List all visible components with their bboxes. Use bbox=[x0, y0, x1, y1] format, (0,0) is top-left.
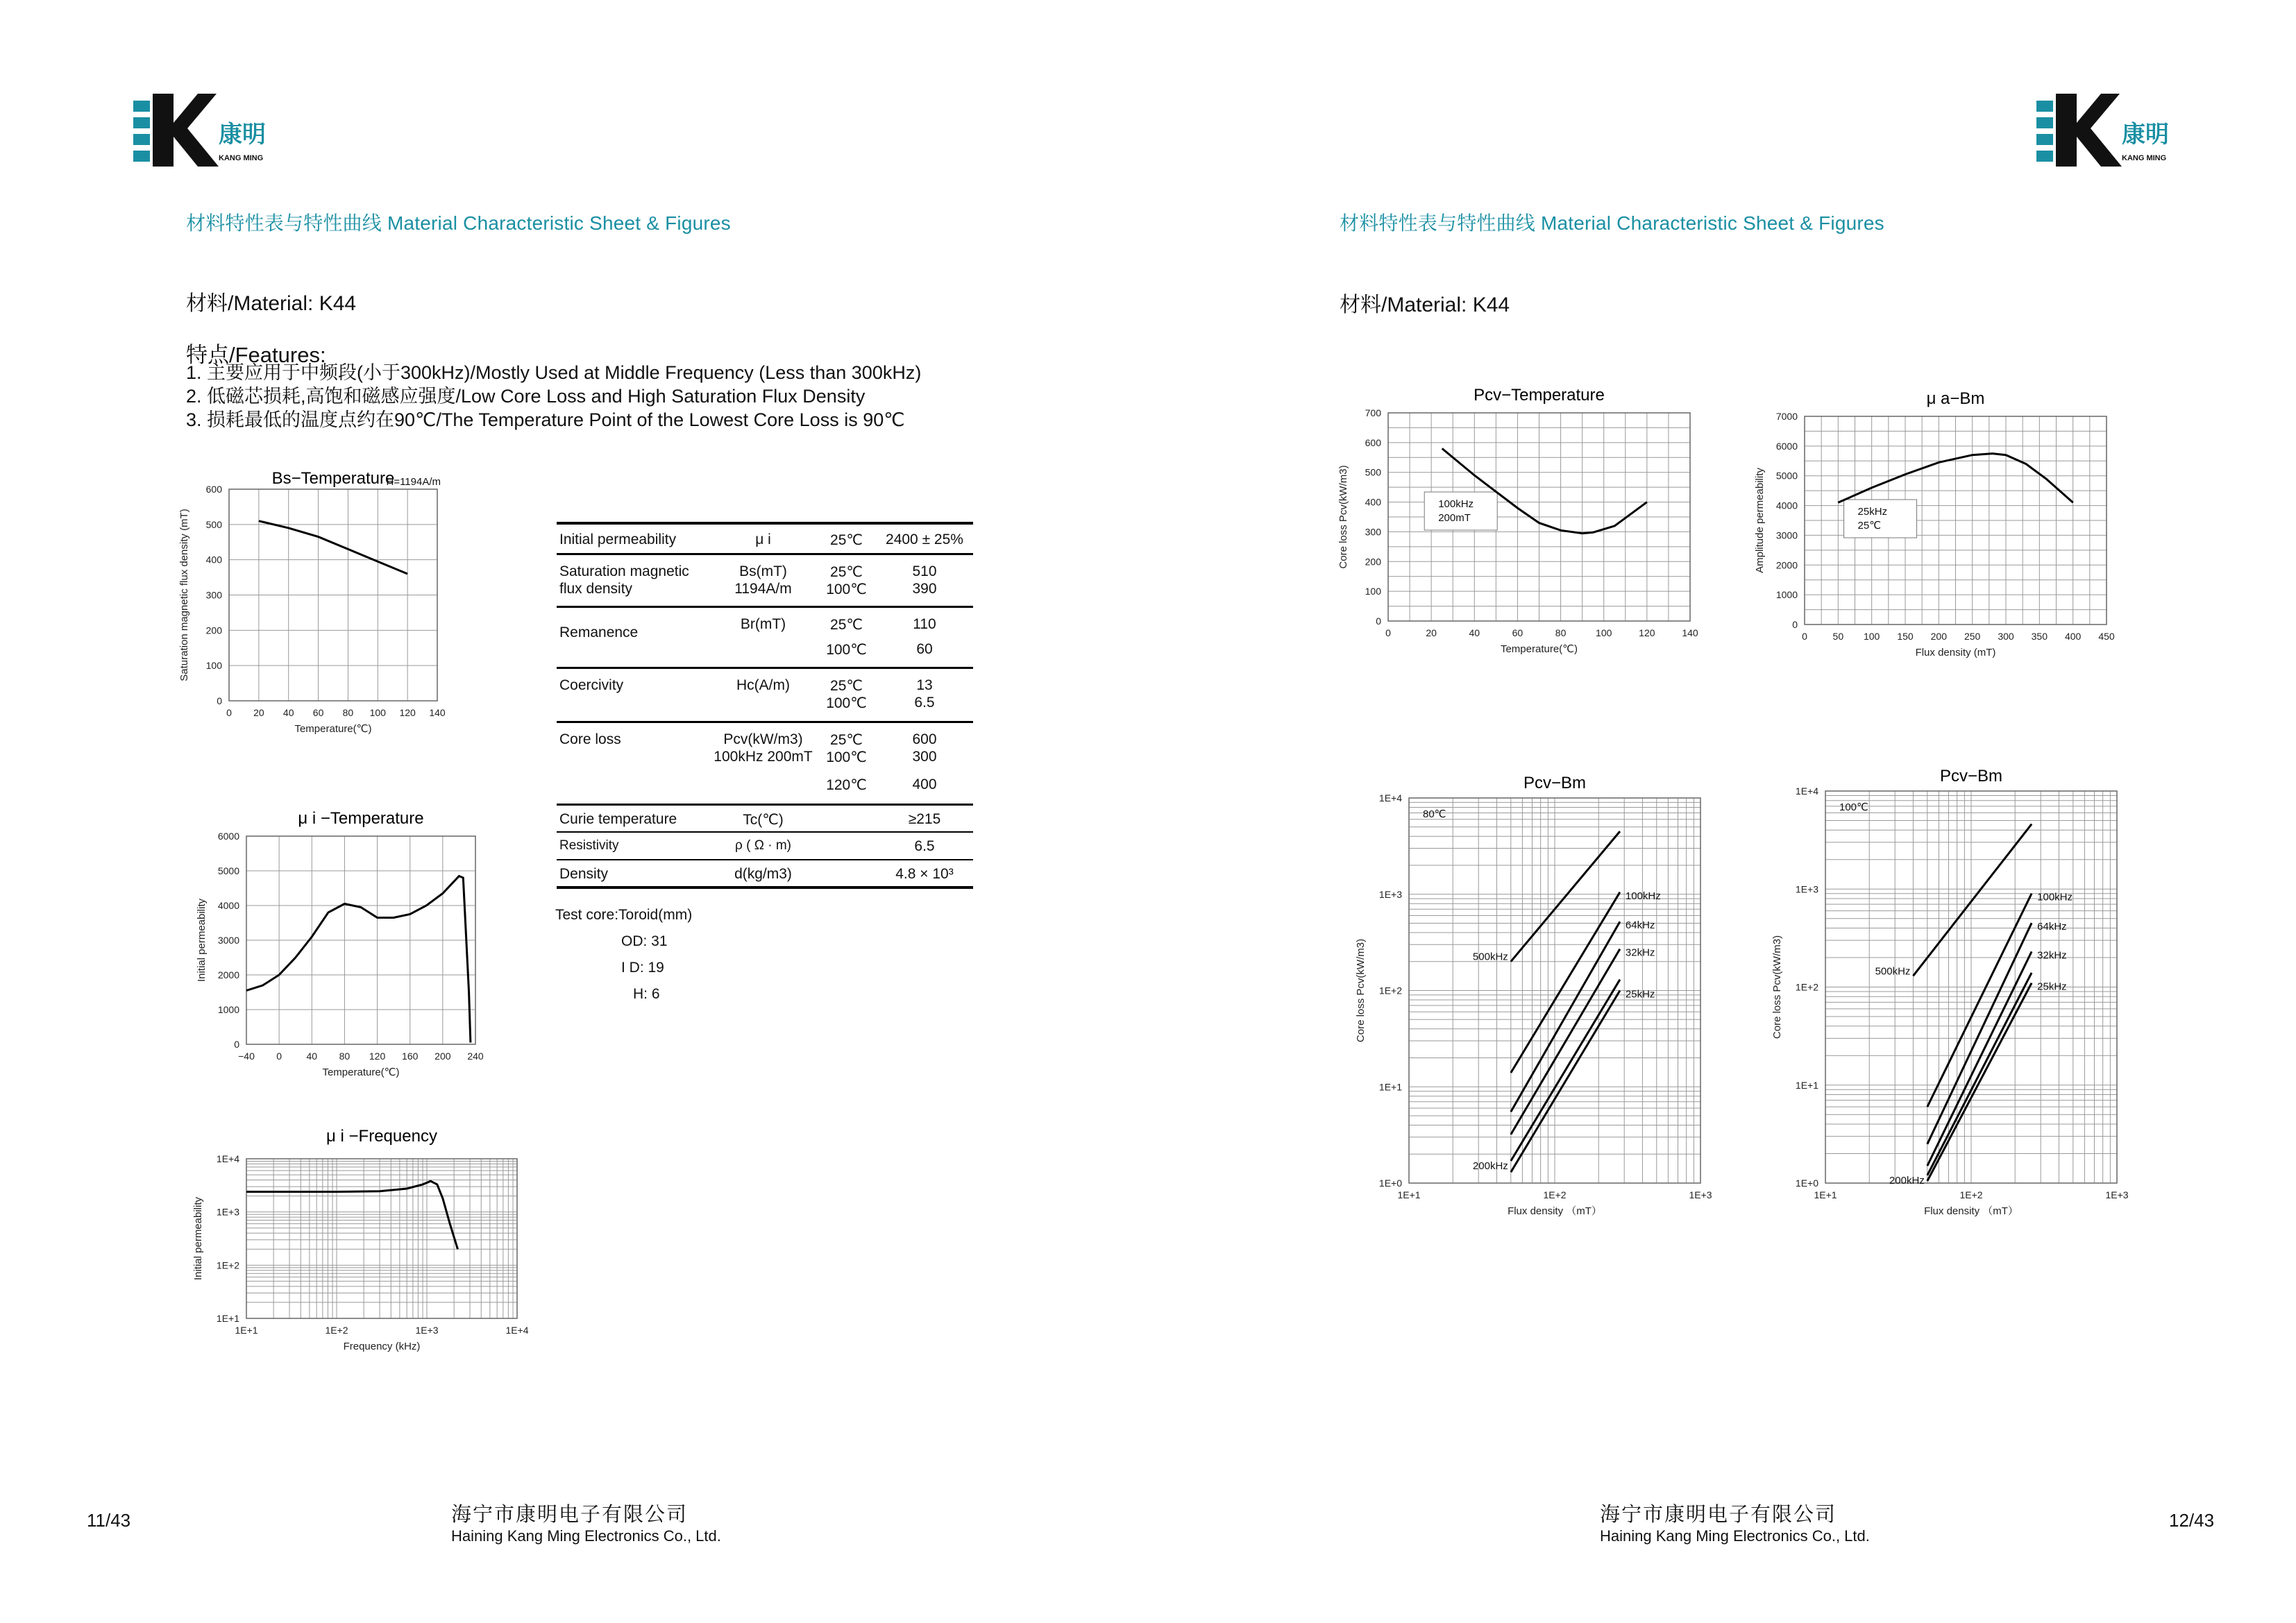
test-core-id: I D: 19 bbox=[621, 960, 664, 976]
x-tick-label: 120 bbox=[1639, 627, 1655, 638]
cell-value: 600 bbox=[912, 731, 937, 747]
series-line bbox=[246, 876, 471, 1043]
y-tick-label: 300 bbox=[205, 589, 222, 601]
y-tick-label: 1E+1 bbox=[1795, 1079, 1818, 1091]
cell-condition: 100℃ bbox=[826, 581, 867, 597]
cell-label: Initial permeability bbox=[559, 532, 677, 547]
y-tick-label: 400 bbox=[205, 554, 222, 566]
series-label: 100kHz bbox=[2037, 891, 2073, 903]
cell-value: 300 bbox=[912, 749, 937, 765]
x-tick-label: 140 bbox=[429, 707, 446, 718]
cell-value: 6.5 bbox=[914, 694, 935, 711]
cell-condition: 100℃ bbox=[826, 749, 867, 765]
chart-title: Bs−Temperature bbox=[271, 469, 395, 488]
x-axis-label: Flux density （mT） bbox=[1924, 1205, 2018, 1217]
test-core-h: H: 6 bbox=[633, 986, 660, 1002]
cell-symbol: Hc(A/m) bbox=[736, 677, 790, 693]
y-tick-label: 3000 bbox=[217, 935, 239, 946]
series-line bbox=[1511, 892, 1620, 1073]
x-tick-label: 1E+3 bbox=[415, 1325, 439, 1336]
page-number-right: 12/43 bbox=[2169, 1510, 2215, 1531]
series-line bbox=[1511, 980, 1620, 1161]
section-title-right: 材料特性表与特性曲线 Material Characteristic Sheet & Figures bbox=[1340, 212, 1884, 234]
x-tick-label: −40 bbox=[238, 1051, 255, 1062]
cell-value: 390 bbox=[912, 580, 937, 597]
x-tick-label: 450 bbox=[2098, 631, 2115, 642]
x-tick-label: 80 bbox=[342, 707, 354, 718]
x-tick-label: 100 bbox=[1863, 631, 1880, 642]
y-tick-label: 5000 bbox=[217, 865, 239, 876]
y-tick-label: 1E+4 bbox=[1795, 785, 1818, 797]
x-tick-label: 140 bbox=[1682, 627, 1698, 638]
series-label: 500kHz bbox=[1472, 951, 1508, 963]
cell-symbol: 100kHz 200mT bbox=[714, 749, 813, 765]
company-name-cn: 海宁市康明电子有限公司 bbox=[451, 1504, 689, 1526]
y-tick-label: 4000 bbox=[217, 900, 239, 911]
x-tick-label: 1E+1 bbox=[235, 1325, 258, 1336]
x-tick-label: 0 bbox=[1385, 627, 1391, 638]
cell-label: Curie temperature bbox=[559, 810, 677, 827]
cell-symbol: Br(mT) bbox=[740, 616, 786, 632]
logo-cn-text-right: 康明 bbox=[2122, 121, 2169, 148]
cell-symbol: Pcv(kW/m3) bbox=[723, 731, 803, 747]
chart-grid bbox=[1409, 798, 1700, 1183]
cell-symbol: Tc(℃) bbox=[743, 811, 784, 828]
chart-pcv-temperature bbox=[1333, 375, 1707, 666]
y-tick-label: 7000 bbox=[1775, 411, 1798, 422]
cell-symbol bbox=[709, 641, 817, 668]
y-tick-label: 1000 bbox=[1775, 589, 1798, 601]
cell-symbol: Bs(mT) bbox=[739, 563, 787, 579]
series-label: 100kHz bbox=[1625, 890, 1661, 902]
cell-symbol: d(kg/m3) bbox=[734, 866, 792, 882]
y-tick-label: 1E+3 bbox=[1378, 888, 1402, 900]
y-tick-label: 100 bbox=[1365, 586, 1381, 597]
y-axis-label: Core loss Pcv(kW/m3) bbox=[1355, 938, 1367, 1043]
test-core-info bbox=[555, 902, 692, 1008]
page-number-left: 11/43 bbox=[87, 1510, 131, 1531]
cell-label bbox=[557, 641, 709, 668]
x-tick-label: 300 bbox=[1998, 631, 2014, 642]
x-tick-label: 60 bbox=[1512, 627, 1523, 638]
cell-condition: 25℃ bbox=[830, 677, 863, 694]
chart-grid bbox=[246, 1159, 517, 1318]
series-line bbox=[1927, 923, 2032, 1144]
x-axis-label: Flux density （mT） bbox=[1508, 1205, 1602, 1217]
y-tick-label: 6000 bbox=[217, 831, 239, 842]
cell-label: Remanence bbox=[559, 624, 639, 640]
section-title-left: 材料特性表与特性曲线 Material Characteristic Sheet & Figures bbox=[186, 212, 731, 234]
y-tick-label: 200 bbox=[1365, 556, 1381, 568]
cell-label bbox=[557, 695, 709, 722]
cell-value: 6.5 bbox=[914, 838, 935, 854]
x-tick-label: 1E+3 bbox=[2105, 1189, 2129, 1200]
series-label: 200kHz bbox=[1889, 1174, 1925, 1187]
y-axis-label: Saturation magnetic flux density (mT) bbox=[178, 509, 190, 681]
x-axis-label: Temperature(℃) bbox=[1500, 643, 1578, 655]
x-tick-label: 160 bbox=[402, 1051, 419, 1062]
cell-symbol bbox=[709, 695, 817, 722]
x-tick-label: 200 bbox=[434, 1051, 451, 1062]
cell-value: 400 bbox=[912, 776, 937, 792]
cell-value: 2400 ± 25% bbox=[886, 532, 963, 547]
cell-condition bbox=[817, 832, 876, 860]
chart-grid bbox=[246, 836, 475, 1044]
company-name-en-right: Haining Kang Ming Electronics Co., Ltd. bbox=[1600, 1527, 1870, 1545]
cell-label: Coercivity bbox=[559, 677, 624, 693]
y-axis-label: Initial permeability bbox=[196, 898, 208, 983]
cell-value: 110 bbox=[913, 616, 936, 632]
material-label-right: 材料/Material: K44 bbox=[1340, 294, 1510, 316]
x-tick-label: 1E+1 bbox=[1397, 1189, 1421, 1200]
y-tick-label: 5000 bbox=[1775, 470, 1798, 482]
y-tick-label: 600 bbox=[1365, 436, 1381, 448]
cell-condition: 120℃ bbox=[826, 777, 867, 793]
y-tick-label: 1E+3 bbox=[1795, 883, 1818, 895]
y-tick-label: 1E+1 bbox=[216, 1313, 239, 1324]
series-label: 32kHz bbox=[1625, 946, 1655, 959]
footer-right bbox=[1600, 1499, 1870, 1545]
chart-annotation: 100℃ bbox=[1839, 801, 1868, 813]
series-line bbox=[1927, 983, 2032, 1181]
x-tick-label: 1E+3 bbox=[1689, 1189, 1712, 1200]
x-tick-label: 0 bbox=[226, 707, 232, 718]
y-tick-label: 1E+2 bbox=[1795, 981, 1818, 993]
y-tick-label: 3000 bbox=[1775, 529, 1798, 541]
y-tick-label: 700 bbox=[1365, 407, 1381, 418]
chart-title: μ a−Bm bbox=[1926, 389, 1985, 408]
cell-label: Density bbox=[559, 866, 609, 882]
material-label-left: 材料/Material: K44 bbox=[186, 292, 357, 315]
chart-ua-bm bbox=[1749, 378, 2124, 666]
x-tick-label: 250 bbox=[1964, 631, 1981, 642]
y-tick-label: 1E+0 bbox=[1795, 1178, 1818, 1189]
x-tick-label: 1E+2 bbox=[1543, 1189, 1567, 1200]
x-tick-label: 80 bbox=[339, 1051, 351, 1062]
x-tick-label: 120 bbox=[369, 1051, 386, 1062]
cell-label: Saturation magnetic bbox=[559, 563, 689, 579]
cell-symbol bbox=[709, 776, 817, 804]
y-tick-label: 0 bbox=[217, 695, 222, 706]
chart-title: Pcv−Temperature bbox=[1474, 386, 1605, 405]
x-tick-label: 80 bbox=[1555, 627, 1567, 638]
x-tick-label: 1E+4 bbox=[505, 1325, 529, 1336]
x-tick-label: 350 bbox=[2031, 631, 2048, 642]
x-axis-label: Temperature(℃) bbox=[294, 723, 372, 735]
cell-value: ≥215 bbox=[908, 810, 941, 827]
cell-symbol: 1194A/m bbox=[734, 580, 792, 597]
logo-en-text: KANG MING bbox=[219, 154, 264, 162]
x-axis-label: Flux density (mT) bbox=[1915, 647, 1996, 658]
chart-pcv-bm-100c bbox=[1749, 760, 2138, 1235]
chart-title: μ i −Frequency bbox=[326, 1127, 437, 1146]
plot-frame bbox=[246, 1159, 517, 1318]
series-label: 500kHz bbox=[1875, 965, 1911, 978]
cell-symbol: μ i bbox=[755, 532, 771, 547]
cell-condition: 25℃ bbox=[830, 532, 863, 548]
series-label: 64kHz bbox=[1625, 919, 1655, 932]
x-tick-label: 60 bbox=[312, 707, 324, 718]
y-axis-label: Core loss Pcv(kW/m3) bbox=[1771, 935, 1783, 1039]
chart-annotation: H=1194A/m bbox=[386, 476, 441, 488]
footer-left bbox=[451, 1499, 721, 1545]
cell-label: Resistivity bbox=[559, 838, 619, 853]
x-tick-label: 40 bbox=[306, 1051, 318, 1062]
company-name-cn-right: 海宁市康明电子有限公司 bbox=[1600, 1504, 1837, 1526]
y-tick-label: 300 bbox=[1365, 526, 1381, 538]
y-tick-label: 6000 bbox=[1775, 440, 1798, 452]
x-tick-label: 1E+2 bbox=[325, 1325, 348, 1336]
chart-ui-frequency bbox=[194, 1121, 541, 1370]
cell-condition: 25℃ bbox=[830, 732, 863, 748]
x-tick-label: 1E+2 bbox=[1959, 1189, 1983, 1200]
y-tick-label: 1000 bbox=[217, 1004, 239, 1015]
y-tick-label: 100 bbox=[205, 660, 222, 672]
y-tick-label: 1E+2 bbox=[1378, 985, 1402, 996]
test-core-title: Test core:Toroid(mm) bbox=[555, 907, 693, 923]
x-tick-label: 1E+1 bbox=[1814, 1189, 1837, 1200]
features-list bbox=[186, 361, 921, 432]
series-label: 200kHz bbox=[1472, 1160, 1508, 1173]
features-title: 特点/Features: bbox=[186, 343, 326, 367]
x-tick-label: 120 bbox=[399, 707, 416, 718]
y-tick-label: 200 bbox=[205, 624, 222, 636]
chart-annotation: 25℃ bbox=[1857, 520, 1882, 532]
chart-annotation: 200mT bbox=[1438, 512, 1471, 524]
y-tick-label: 2000 bbox=[217, 969, 239, 980]
chart-title: Pcv−Bm bbox=[1939, 767, 2003, 785]
y-tick-label: 500 bbox=[1365, 466, 1381, 478]
x-axis-label: Frequency (kHz) bbox=[343, 1341, 421, 1352]
x-tick-label: 400 bbox=[2064, 631, 2082, 642]
series-label: 64kHz bbox=[2037, 921, 2067, 933]
chart-pcv-bm-80c bbox=[1333, 763, 1721, 1235]
x-tick-label: 40 bbox=[282, 707, 294, 718]
chart-annotation: 25kHz bbox=[1857, 506, 1888, 518]
y-tick-label: 1E+2 bbox=[216, 1259, 239, 1271]
x-tick-label: 100 bbox=[369, 707, 386, 718]
cell-condition: 25℃ bbox=[830, 563, 863, 580]
chart-ui-temperature bbox=[194, 809, 541, 1078]
feature-item: 1. 主要应用于中频段(小于300kHz)/Mostly Used at Middle Frequency (Less than 300kHz) bbox=[186, 362, 922, 383]
y-tick-label: 0 bbox=[234, 1039, 239, 1050]
series-line bbox=[246, 1181, 458, 1249]
cell-label bbox=[557, 776, 709, 804]
y-tick-label: 1E+4 bbox=[1378, 792, 1402, 804]
cell-condition bbox=[817, 860, 876, 887]
cell-condition: 25℃ bbox=[830, 617, 863, 633]
y-tick-label: 1E+4 bbox=[216, 1153, 239, 1164]
cell-value: 13 bbox=[916, 677, 933, 693]
y-axis-label: Initial permeability bbox=[192, 1196, 204, 1281]
x-tick-label: 50 bbox=[1832, 631, 1844, 642]
spec-table bbox=[557, 522, 973, 889]
series-line bbox=[1511, 831, 1620, 962]
x-tick-label: 240 bbox=[467, 1051, 484, 1062]
series-line bbox=[259, 521, 407, 574]
y-tick-label: 4000 bbox=[1775, 500, 1798, 511]
y-tick-label: 500 bbox=[205, 518, 222, 530]
chart-annotation: 80℃ bbox=[1423, 808, 1446, 820]
x-tick-label: 200 bbox=[1930, 631, 1948, 642]
logo-cn-text: 康明 bbox=[219, 121, 266, 148]
company-logo-right bbox=[2035, 94, 2181, 170]
cell-label: flux density bbox=[559, 580, 633, 597]
series-line bbox=[1927, 951, 2032, 1166]
chart-annotation: 100kHz bbox=[1438, 498, 1474, 510]
cell-value: 4.8 × 10³ bbox=[895, 866, 954, 882]
feature-item: 2. 低磁芯损耗,高饱和磁感应强度/Low Core Loss and High Saturation Flux Density bbox=[186, 386, 866, 407]
x-tick-label: 100 bbox=[1596, 627, 1612, 638]
x-tick-label: 20 bbox=[253, 707, 264, 718]
y-tick-label: 2000 bbox=[1775, 559, 1798, 571]
chart-bs-temperature bbox=[178, 469, 527, 763]
y-tick-label: 600 bbox=[205, 484, 222, 495]
cell-value: 510 bbox=[912, 563, 937, 579]
cell-condition bbox=[817, 804, 876, 832]
logo-en-text-right: KANG MING bbox=[2122, 154, 2167, 162]
y-tick-label: 1E+1 bbox=[1378, 1081, 1402, 1093]
series-label: 25kHz bbox=[1625, 988, 1655, 1001]
company-logo bbox=[132, 94, 278, 170]
cell-condition: 100℃ bbox=[826, 695, 867, 711]
cell-label: Core loss bbox=[559, 731, 621, 747]
cell-value: 60 bbox=[916, 641, 933, 657]
y-tick-label: 400 bbox=[1365, 496, 1381, 508]
y-tick-label: 1E+3 bbox=[216, 1206, 239, 1218]
chart-title: Pcv−Bm bbox=[1523, 774, 1587, 792]
x-axis-label: Temperature(℃) bbox=[322, 1067, 400, 1078]
cell-label bbox=[557, 749, 709, 776]
x-tick-label: 20 bbox=[1426, 627, 1437, 638]
y-tick-label: 0 bbox=[1792, 619, 1798, 630]
x-tick-label: 150 bbox=[1897, 631, 1914, 642]
y-axis-label: Amplitude permeability bbox=[1754, 468, 1766, 573]
y-tick-label: 0 bbox=[1376, 615, 1381, 627]
series-line bbox=[1913, 824, 2032, 976]
y-tick-label: 1E+0 bbox=[1378, 1178, 1402, 1189]
x-tick-label: 0 bbox=[1802, 631, 1807, 642]
series-label: 32kHz bbox=[2037, 949, 2067, 962]
cell-symbol: ρ ( Ω · m) bbox=[735, 838, 791, 853]
series-label: 25kHz bbox=[2037, 980, 2067, 993]
x-tick-label: 40 bbox=[1469, 627, 1480, 638]
cell-condition: 100℃ bbox=[826, 642, 867, 658]
company-name-en: Haining Kang Ming Electronics Co., Ltd. bbox=[451, 1527, 721, 1545]
series-line bbox=[1511, 949, 1620, 1135]
chart-title: μ i −Temperature bbox=[298, 809, 424, 828]
y-axis-label: Core loss Pcv(kW/m3) bbox=[1337, 465, 1349, 569]
feature-item: 3. 损耗最低的温度点约在90℃/The Temperature Point of the Lowest Core Loss is 90℃ bbox=[186, 409, 905, 430]
chart-grid bbox=[1825, 791, 2117, 1183]
x-tick-label: 0 bbox=[276, 1051, 282, 1062]
test-core-od: OD: 31 bbox=[621, 933, 668, 949]
